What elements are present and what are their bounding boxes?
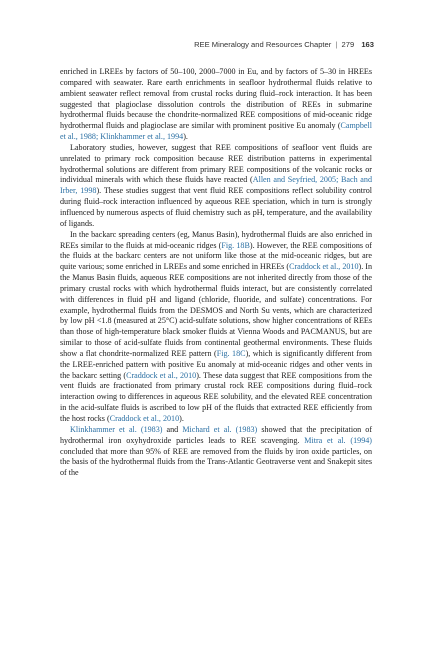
paragraph-text: In the backarc spreading centers (eg, Manus Basin), hydrothermal fluids are also enriched in REEs similar to the fluids at mid-oceanic ridges ( xyxy=(60,229,372,250)
paragraph-text: ), which is significantly different from the LREE-enriched pattern with positive Eu anomaly at mid-oceanic ridges and other vents in the backarc setting ( xyxy=(60,348,372,380)
running-header xyxy=(194,40,374,49)
paragraph-text: showed that the precipitation of hydrothermal iron oxyhydroxide particles leads to REE scavenging. xyxy=(60,424,373,445)
citation-link[interactable]: Michard et al. (1983) xyxy=(182,424,258,434)
citation-link[interactable]: Fig. 18B xyxy=(221,240,250,250)
paragraph-text: ). In the Manus Basin fluids, aqueous REE compositions are not inherited directly from those of the primary crustal rocks with which hydrothermal fluids interact, but are consistently correlated with differences in fluid pH and ligand (chloride, fluoride, and sulfate) concentrations. For example, hydrothermal fluids from the DESMOS and North Su vents, which are characterized by low pH <1.8 (measured at 25°C) acid-sulfate solutions, show higher concentrations of REEs than those of high-temperature black smoker fluids at Vienna Woods and PACMANUS, but are similar to those of acid-sulfate fluids from continental geothermal environments. These fluids show a flat chondrite-normalized REE pattern ( xyxy=(60,262,373,358)
body-text xyxy=(60,67,372,479)
paragraph-text: ). These studies suggest that vent fluid REE compositions reflect solubility control during fluid–rock interaction influenced by aqueous REE speciation, which in turn is strongly influenced by numerous aspects of fluid chemistry such as pH, temperature, and the availability of ligands. xyxy=(60,186,373,228)
citation-link[interactable]: Mitra et al. (1994) xyxy=(304,435,372,445)
paragraph-text: ). xyxy=(183,132,188,142)
citation-link[interactable]: Campbell et al., 1988; Klinkhammer et al., 1994 xyxy=(60,121,372,142)
citation-link[interactable]: Craddock et al., 2010 xyxy=(109,414,180,423)
page-number: 163 xyxy=(361,40,374,49)
chapter-label: Chapter xyxy=(304,40,332,49)
paragraph-text: enriched in LREEs by factors of 50–100, 2000–7000 in Eu, and by factors of 5–30 in HREEs compared with seawater. Rare earth enrichments in seafloor hydrothermal fluids relative to ambient seawater reflect removal from crustal rocks during fluid–rock interaction. It has been suggested that plagioclase dissolution controls the distribution of REEs in submarine hydrothermal fluids because the chondrite-normalized REE compositions of mid-oceanic ridge hydrothermal fluids and plagioclase are similar with prominent positive Eu anomaly ( xyxy=(60,67,372,131)
paragraph-text: ). These data suggest that REE compositions from the vent fluids are fractionated from primary crustal rock REE compositions during fluid–rock interaction owing to differences in aqueous REE solubility, and the elevated REE concentration in the acid-sulfate fluids is ascribed to low pH of the fluids that extracted REE efficiently from the host rocks ( xyxy=(60,370,373,423)
paragraph xyxy=(60,67,372,143)
citation-link[interactable]: Craddock et al., 2010 xyxy=(289,262,359,272)
paragraph-text: ). However, the REE compositions of the fluids at the backarc centers are not uniform like those at the mid-oceanic ridges, but are quite various; some enriched in LREEs and some enriched in HREEs ( xyxy=(60,240,372,272)
paragraph-text: ). xyxy=(179,414,184,423)
citation-link[interactable]: Fig. 18C xyxy=(216,348,246,358)
book-title: REE Mineralogy and Resources xyxy=(194,40,303,49)
paragraph xyxy=(60,230,372,425)
paragraph-text: concluded that more than 95% of REE are removed from the fluids by iron oxide particles, on the basis of the hydrothermal fluids from the Trans-Atlantic Geotraverse vent and Snakepit sites of the xyxy=(60,446,372,478)
chapter-page-number: 279 xyxy=(341,40,355,49)
citation-link[interactable]: Craddock et al., 2010 xyxy=(126,370,197,380)
citation-link[interactable]: Klinkhammer et al. (1983) xyxy=(70,424,163,434)
paragraph xyxy=(60,425,372,479)
header-separator: | xyxy=(335,40,338,49)
citation-link[interactable]: Allen and Seyfried, 2005; Bach and Irber, 1998 xyxy=(60,175,372,196)
paragraph-text: Laboratory studies, however, suggest that REE compositions of seafloor vent fluids are unrelated to primary rock composition because REE distribution patterns in experimental hydrothermal solutions are different from primary REE compositions of the volcanic rocks or individual minerals with which these fluids have reacted ( xyxy=(60,142,372,185)
paragraph-text: and xyxy=(162,424,183,434)
paragraph xyxy=(60,143,372,230)
